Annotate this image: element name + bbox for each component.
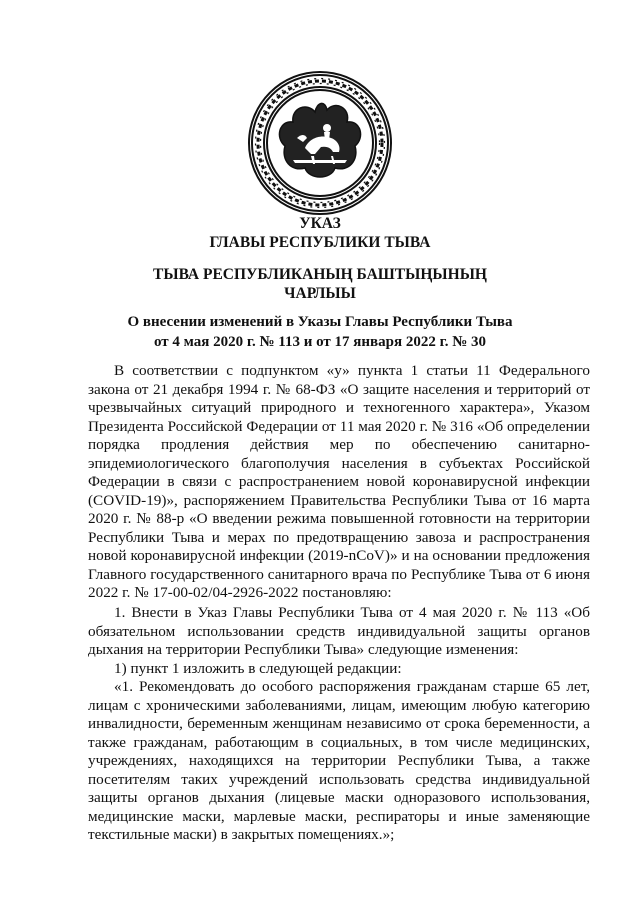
item-1-subitem-1: 1) пункт 1 изложить в следующей редакции: xyxy=(114,659,402,677)
item-1-paragraph: 1. Внести в Указ Главы Республики Тыва от 4 мая 2020 г. № 113 «Об обязательном использовании средств индивидуальной защиты органов дыхания на территории Республики Тыва» следующие изменения: xyxy=(88,604,590,658)
decree-heading: УКАЗ xyxy=(299,215,341,232)
decree-title-line2: от 4 мая 2020 г. № 113 и от 17 января 2022 г. № 30 xyxy=(153,334,487,350)
decree-title xyxy=(90,312,550,352)
preamble-paragraph: В соответствии с подпунктом «у» пункта 1 статьи 11 Федерального закона от 21 декабря 1994 г. № 68-ФЗ «О защите населения и территорий от чрезвычайных ситуаций природного и техногенного характера», Указом Президента Российской Федерации от 11 мая 2020 г. № 316 «Об определении порядка продления действия мер по обеспечению санитарно-эпидемиологического благополучия населения в субъектах Российской Федерации в связи с распространением новой коронавирусной инфекции (COVID-19)», распоряжением Правительства Республики Тыва от 16 марта 2020 г. № 88-р «О введении режима повышенной готовности на территории Республики Тыва и мерах по предотвращению завоза и распространения новой коронавирусной инфекции (2019-nCoV)» и на основании предложения Главного государственного санитарного врача по Республике Тыва от 6 июня 2022 г. № 17-00-02/04-2926-2022 постановляю: xyxy=(88,362,590,601)
decree-items-block xyxy=(88,604,590,845)
decree-issuer: ГЛАВЫ РЕСПУБЛИКИ ТЫВА xyxy=(209,234,431,251)
decree-preamble-block xyxy=(88,362,590,603)
tuvan-heading-sub: ЧАРЛЫЫ xyxy=(284,285,356,302)
coat-of-arms-emblem xyxy=(245,68,395,218)
decree-title-line1: О внесении изменений в Указы Главы Республики Тыва xyxy=(127,314,513,330)
item-1-quote: «1. Рекомендовать до особого распоряжения гражданам старше 65 лет, лицам с хроническими заболеваниями, лицам, имеющим любую категорию инвалидности, беременным женщинам независимо от срока беременности, а также гражданам, работающим в социальных, в том числе медицинских, учреждениях, находящихся на территории Республики Тыва, а также посетителям таких учреждений использовать средства индивидуальной защиты органов дыхания (лицевые маски одноразового использования, медицинские маски, марлевые маски, респираторы и иные заменяющие текстильные маски) в закрытых помещениях.»; xyxy=(88,678,590,843)
tuvan-heading: ТЫВА РЕСПУБЛИКАНЫҢ БАШТЫҢЫНЫҢ xyxy=(153,266,487,283)
